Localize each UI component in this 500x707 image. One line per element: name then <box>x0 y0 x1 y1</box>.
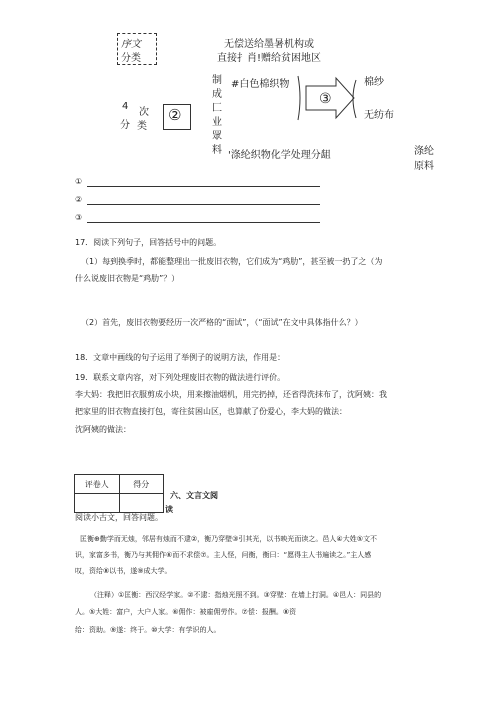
q19-li-line1: 李大妈：我把旧衣服剪成小块，用来擦油烟机，用完扔掉，还省得洗抹布了，沈阿姨：我 <box>75 390 387 399</box>
q18-title: 18．文章中画线的句子运用了举例子的说明方法，作用是： <box>75 353 286 362</box>
q19-title: 19．联系文章内容，对下列处理废旧衣物的做法进行评价。 <box>75 373 286 382</box>
blank-line-2[interactable] <box>87 204 320 205</box>
second-class-fen: 分 <box>120 120 130 131</box>
q19-li-line2: 把家里的旧衣物直接打包，寄往贫困山区，也算献了份爱心，李大妈的做法： <box>75 407 347 416</box>
polyester-material-line2: 原料 <box>414 161 434 172</box>
q19-shen: 沈阿姨的做法： <box>75 425 131 434</box>
donate-text-line1: 无偿送给墨暑机构或 <box>224 39 314 50</box>
q17-title: 17．阅读下列句子，回答括号中的问题。 <box>75 238 222 247</box>
notes-line1: （注释）①匡衡：西汉经学家。②不逮：指烛光照不到。③穿壁：在墙上打洞。④邑人：同县的 <box>90 591 382 599</box>
donate-text-line2: 直接扌肖!赠给贫困地区 <box>217 53 322 64</box>
polyester-process-text: '涤纶织物化学处理分龃 <box>228 150 331 161</box>
score-table-score-header: 得分 <box>119 475 164 494</box>
score-table-grader-cell[interactable] <box>75 494 120 513</box>
passage-line3: 叹，资给⑧以书，遂⑨成大学。 <box>75 567 172 575</box>
blank-label-2: ② <box>75 195 83 204</box>
q17-sentence1-line2: 什么说废旧衣物是“鸡肋”？） <box>75 274 180 283</box>
second-class-num: 4 <box>122 101 129 112</box>
section6-intro: 阅读小古文，回答问题。 <box>75 513 163 522</box>
classification-label-line2: 分类 <box>121 53 141 64</box>
section6-title: 六、文言文阅 <box>170 491 218 500</box>
polyester-material-line1: 涤纶 <box>414 146 434 157</box>
passage-line1: 匡衡⊕勤学而无烛，邻居有烛而不逮②，衡乃穿壁③引其光，以书映光而读之。邑人④大姓⑤文不 <box>80 535 377 543</box>
blank-two-marker: ② <box>168 106 182 124</box>
notes-line2: 人。⑤大姓：富户，大户人家。⑥佣作：被雇佣劳作。⑦偿：报酬。⑧资 <box>75 608 297 616</box>
industrial-material-text: 制成匚业眾料 <box>212 75 222 156</box>
second-class-ci: 次 <box>139 107 149 118</box>
section6-title-tail: 读 <box>165 505 173 514</box>
notes-line3: 给：资助。⑨遂：终于。⑩大学：有学识的人。 <box>75 626 221 634</box>
blank-three-marker: ③ <box>319 91 332 107</box>
blank-line-1[interactable] <box>87 186 320 187</box>
second-class-lei: 类 <box>137 121 147 132</box>
q17-sentence1-line1: （1）每到换季时，都能整理出一批废旧衣物，它们成为“鸡肋”，甚至被一扔了之（为 <box>81 257 383 266</box>
score-table <box>74 474 164 513</box>
nonwoven-label: 无纺布 <box>364 110 394 121</box>
score-table-score-cell[interactable] <box>119 494 164 513</box>
cotton-yarn-label: 棉纱 <box>364 77 384 88</box>
passage-line2: 识，家富多书，衡乃与其佣作⑥而不求偿⑦。主人怪，问衡，衡曰：“愿得主人书遍读之。”主人感 <box>75 551 372 559</box>
cotton-fabric-label: #白色棉织物 <box>231 79 290 90</box>
q17-sentence2: （2）首先，废旧衣物要经历一次严格的“面试”，（“面试”在文中具体指什么？） <box>81 318 363 327</box>
blank-label-1: ① <box>75 177 83 186</box>
blank-line-3[interactable] <box>87 222 320 223</box>
score-table-grader-header: 评卷人 <box>75 475 120 494</box>
blank-label-3: ③ <box>75 213 83 222</box>
classification-label-line1: 序文 <box>121 39 141 50</box>
